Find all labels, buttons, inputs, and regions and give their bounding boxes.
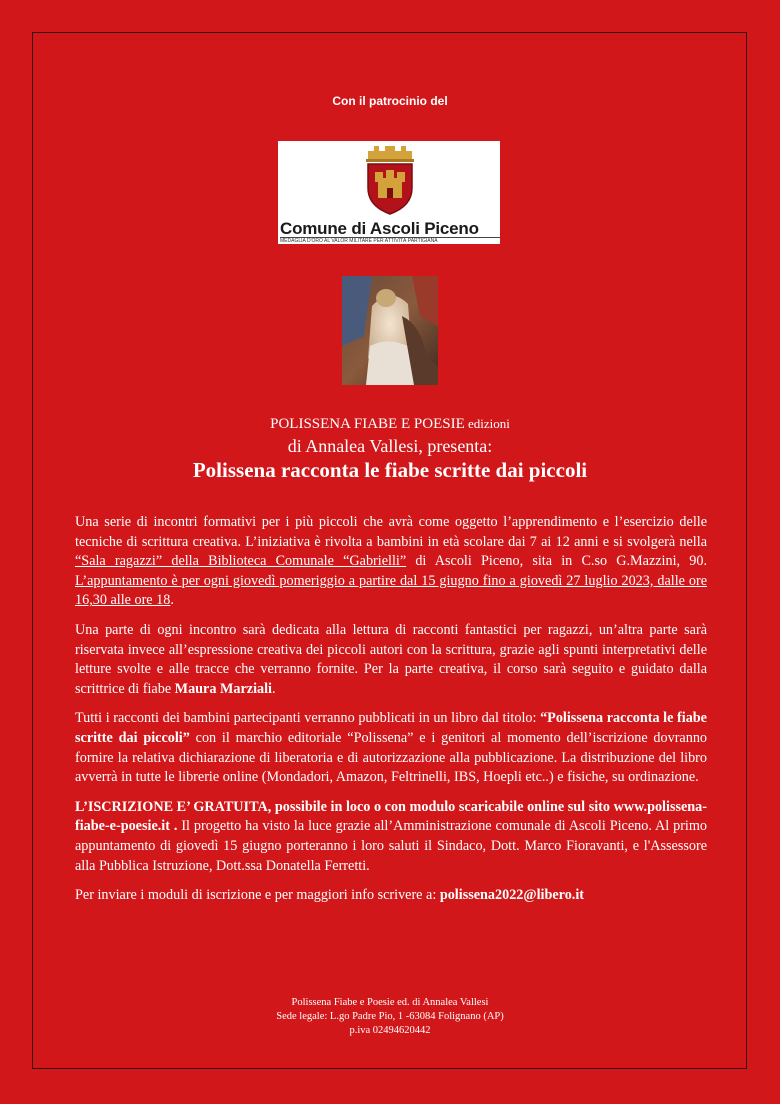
logo-title: Comune di Ascoli Piceno [280, 219, 479, 238]
paragraph-3: Tutti i racconti dei bambini partecipanti verranno pubblicati in un libro dal titolo: “Polissena racconta le fiabe scritte dai piccoli” con il marchio editoriale “Polissena” e i genitori al momento dell’iscrizione dovranno fornire la relativa dichiarazione di liberatoria e di autorizzazione alla pubblicazione. La distribuzione del libro avverrà in tutte le librerie online (Mondadori, Amazon, Feltrinelli, IBS, Hoepli etc..) e fisiche, su ordinazione. [75, 710, 708, 786]
publisher-heading [0, 416, 780, 433]
publisher-suffix: edizioni [464, 416, 510, 431]
logo-motto: MEDAGLIA D'ORO AL VALOR MILITARE PER ATTIVITÀ PARTIGIANA [280, 237, 500, 244]
schedule-text: L’appuntamento è per ogni giovedì pomeriggio a partire dal 15 giugno fino a giovedì 27 luglio 2023, dalle ore 16,30 alle ore 18 [75, 572, 707, 609]
footer [0, 996, 780, 1038]
footer-line-2: Sede legale: L.go Padre Pio, 1 -63084 Folignano (AP) [276, 1011, 504, 1022]
ascoli-crest-icon [360, 144, 420, 216]
body-text [75, 513, 707, 916]
paragraph-5: Per inviare i moduli di iscrizione e per maggiori info scrivere a: polissena2022@libero.it [75, 887, 585, 904]
paragraph-1: Una serie di incontri formativi per i più piccoli che avrà come oggetto l’apprendimento e l’esercizio delle tecniche di scrittura creativa. L’iniziativa è rivolta a bambini in età scolare dai 7 ai 12 anni e si svolgerà nella “Sala ragazzi” della Biblioteca Comunale “Gabrielli” di Ascoli Piceno, sita in C.so G.Mazzini, 90. L’appuntamento è per ogni giovedì pomeriggio a partire dal 15 giugno fino a giovedì 27 luglio 2023, dalle ore 16,30 alle ore 18. [75, 514, 707, 609]
comune-logo [278, 141, 500, 244]
venue-text: “Sala ragazzi” della Biblioteca Comunale “Gabrielli” [75, 553, 407, 570]
contact-email[interactable]: polissena2022@libero.it [439, 887, 585, 904]
book-title: “Polissena racconta le fiabe scritte dai piccoli” [75, 710, 707, 746]
author-heading: di Annalea Vallesi, presenta: [287, 436, 493, 456]
paragraph-4: L’ISCRIZIONE E’ GRATUITA, possibile in loco o con modulo scaricabile online sul sito www.polissena-fiabe-e-poesie.it . Il progetto ha visto la luce grazie all’Amministrazione comunale di Ascoli Piceno. Al primo appuntamento di giovedì 15 giugno porteranno i loro saluti il Sindaco, Dott. Marco Fioravanti, e l'Assessore alla Pubblica Istruzione, Dott.ssa Donatella Ferretti. [75, 798, 707, 874]
registration-notice: L’ISCRIZIONE E’ GRATUITA, possibile in loco o con modulo scaricabile online sul sito www.polissena-fiabe-e-poesie.it . [75, 798, 707, 835]
publisher-name: POLISSENA FIABE E POESIE [270, 416, 465, 432]
footer-line-3: p.iva 02494620442 [349, 1025, 431, 1036]
patronage-label: Con il patrocinio del [332, 94, 448, 108]
footer-line-1: Polissena Fiabe e Poesie ed. di Annalea Vallesi [291, 997, 489, 1008]
page-title: Polissena racconta le fiabe scritte dai piccoli [192, 458, 588, 482]
painting-image [342, 276, 438, 385]
author-name: Maura Marziali [174, 680, 272, 697]
paragraph-2: Una parte di ogni incontro sarà dedicata alla lettura di racconti fantastici per ragazzi, un’altra parte sarà riservata invece all’espressione creativa dei piccoli autori con la scrittura, grazie agli spunti interpretativi delle letture svolte e alle tracce che verranno fornite. Per la parte creativa, il corso sarà seguito e guidato dalla scrittrice di fiabe Maura Marziali. [75, 621, 707, 697]
